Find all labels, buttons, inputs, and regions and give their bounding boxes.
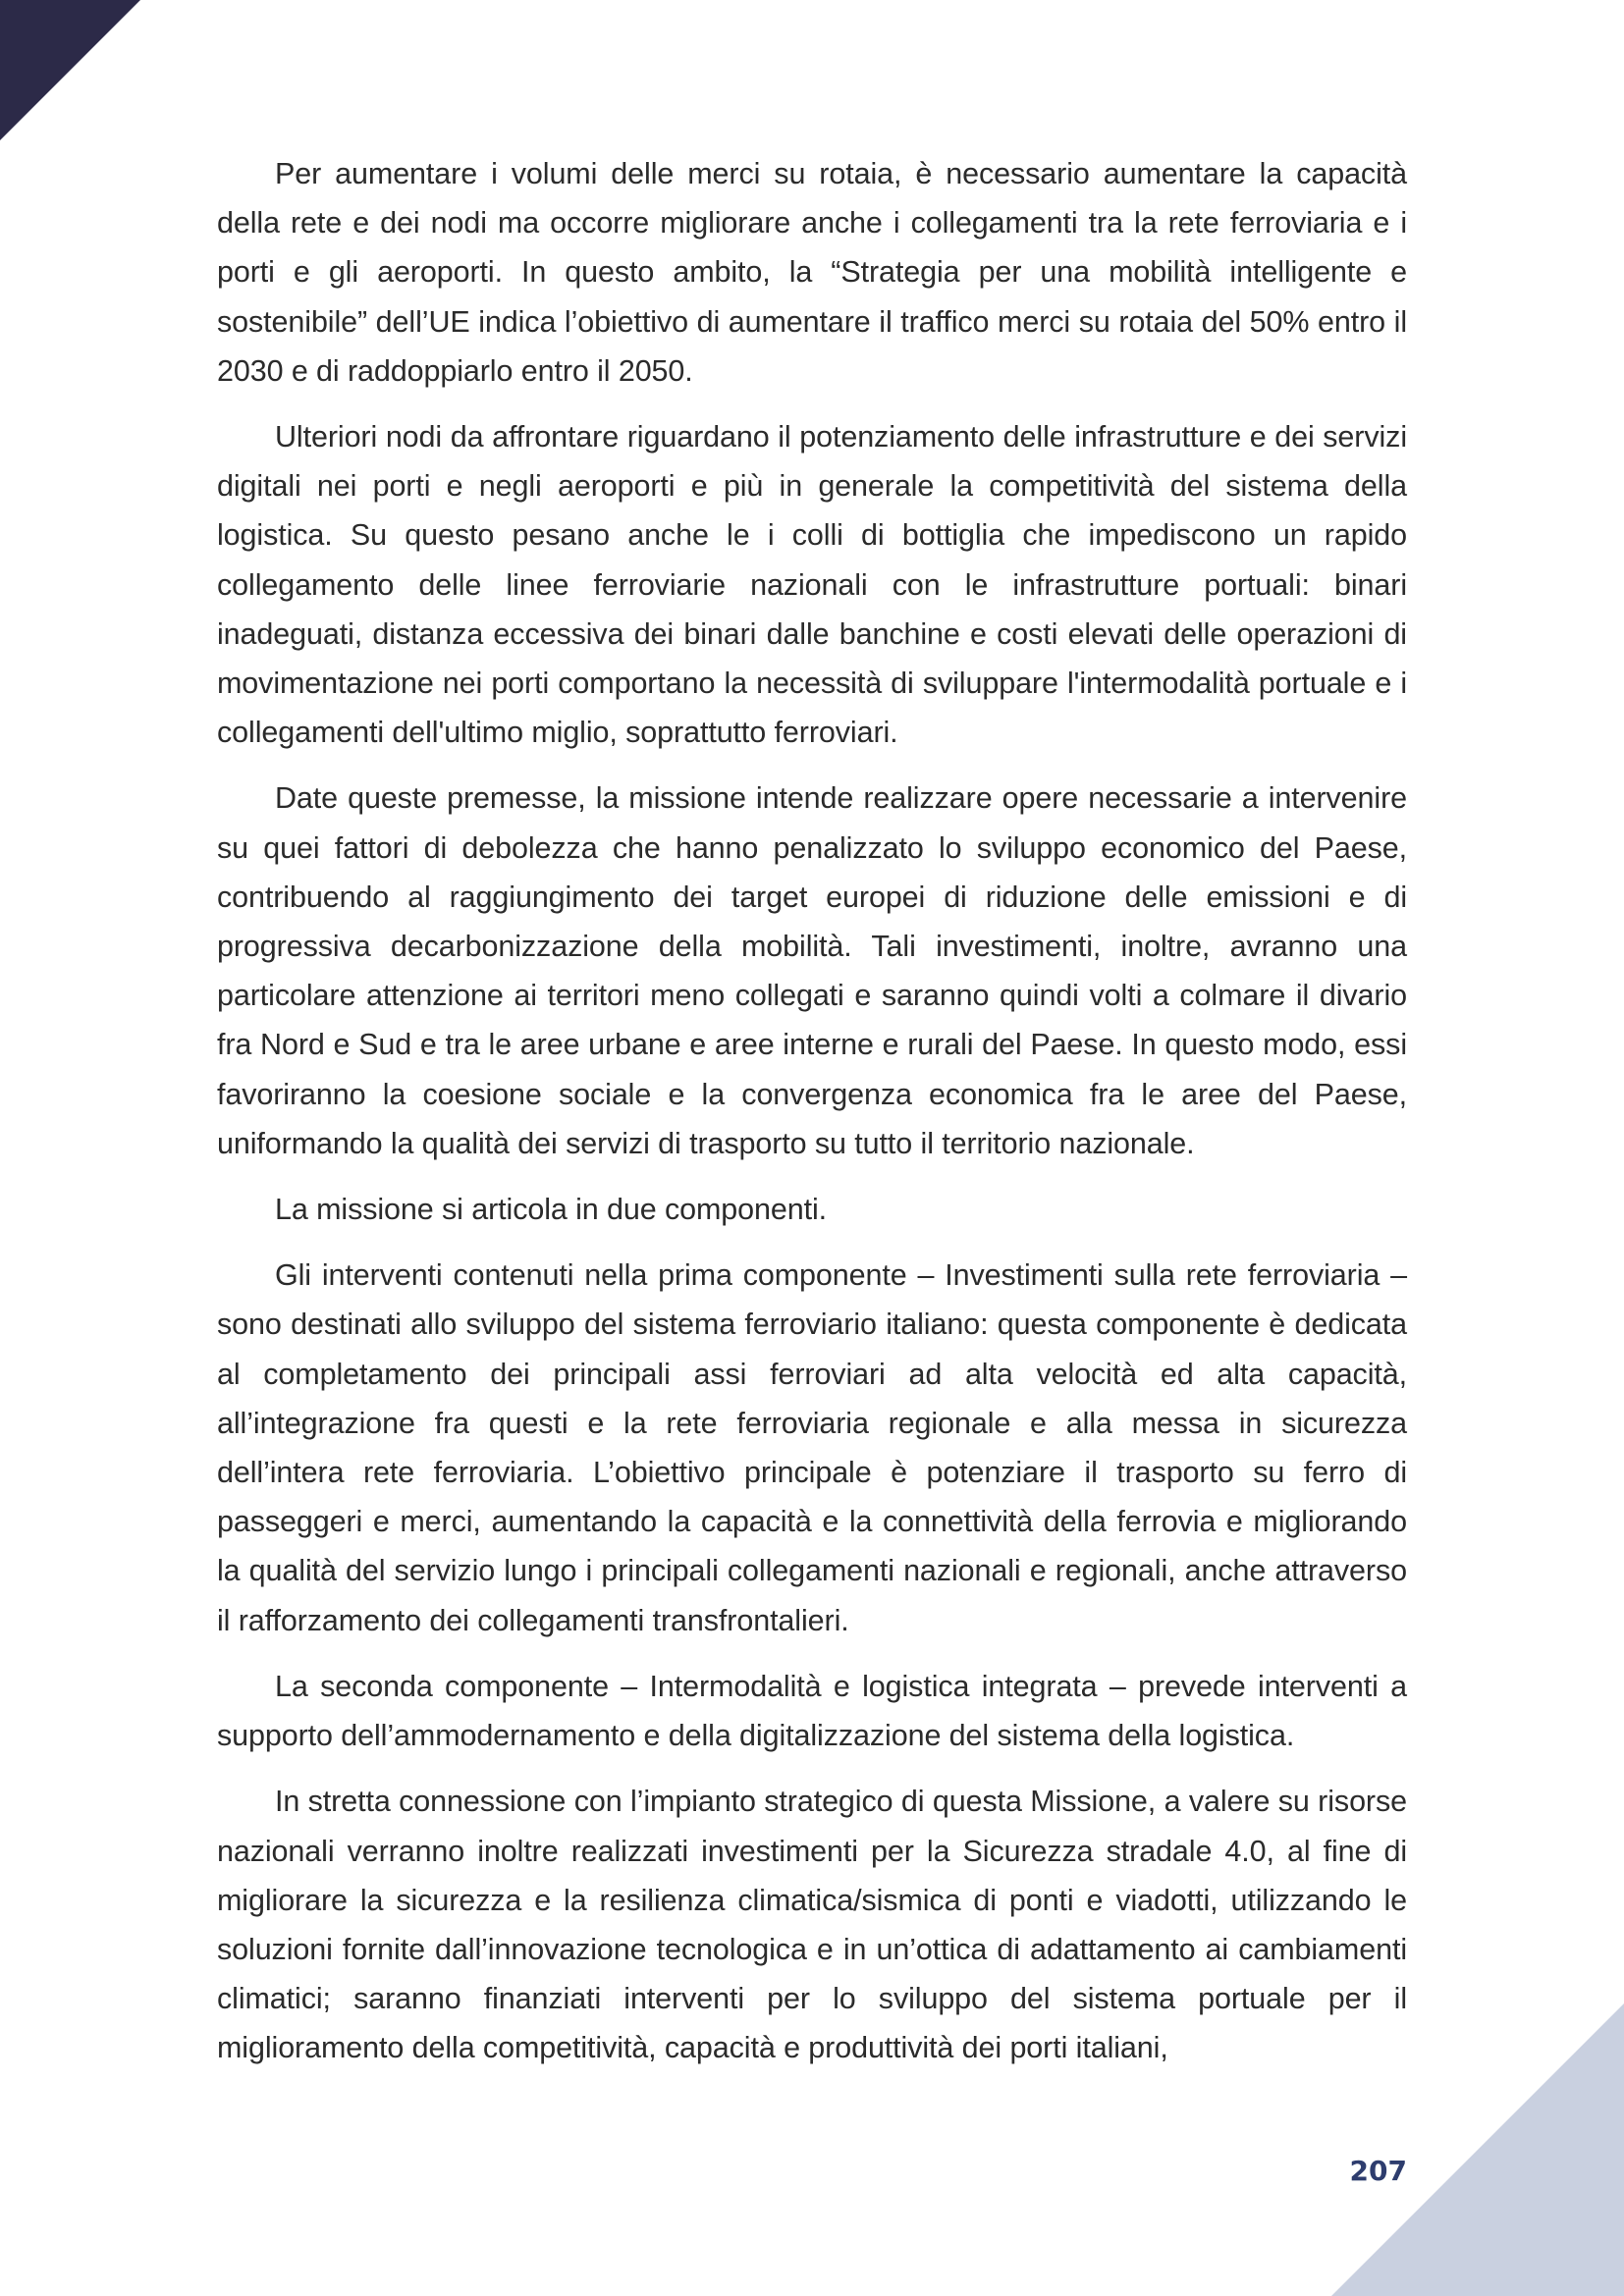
- paragraph-1: Per aumentare i volumi delle merci su rotaia, è necessario aumentare la capacità della rete e dei nodi ma occorre migliorare anche i collegamenti tra la rete ferroviaria e i porti e gli aeroporti. In questo ambito, la “Strategia per una mobilità intelligente e sostenibile” dell’UE indica l’obiettivo di aumentare il traffico merci su rotaia del 50% entro il 2030 e di raddoppiarlo entro il 2050.: [217, 157, 1407, 388]
- page-body: [217, 149, 1407, 2090]
- paragraph-4: La missione si articola in due componenti.: [275, 1193, 828, 1227]
- corner-decoration-top-left: [0, 0, 140, 140]
- paragraph-7: In stretta connessione con l’impianto strategico di questa Missione, a valere su risorse nazionali verranno inoltre realizzati investimenti per la Sicurezza stradale 4.0, al fine di migliorare la sicurezza e la resilienza climatica/sismica di ponti e viadotti, utilizzando le soluzioni fornite dall’innovazione tecnologica e in un’ottica di adattamento ai cambiamenti climatici; saranno finanziati interventi per lo sviluppo del sistema portuale per il miglioramento della competitività, capacità e produttività dei porti italiani,: [217, 1785, 1407, 2065]
- paragraph-6: La seconda componente – Intermodalità e logistica integrata – prevede interventi a supporto dell’ammodernamento e della digitalizzazione del sistema della logistica.: [217, 1669, 1407, 1753]
- paragraph-5: Gli interventi contenuti nella prima componente – Investimenti sulla rete ferroviaria – sono destinati allo sviluppo del sistema ferroviario italiano: questa componente è dedicata al completamento dei principali assi ferroviari ad alta velocità ed alta capacità, all’integrazione fra questi e la rete ferroviaria regionale e alla messa in sicurezza dell’intera rete ferroviaria. L’obiettivo principale è potenziare il trasporto su ferro di passeggeri e merci, aumentando la capacità e la connettività della ferrovia e migliorando la qualità del servizio lungo i principali collegamenti nazionali e regionali, anche attraverso il rafforzamento dei collegamenti transfrontalieri.: [217, 1258, 1407, 1637]
- page-number: 207: [1349, 2155, 1407, 2187]
- paragraph-3: Date queste premesse, la missione intende realizzare opere necessarie a intervenire su quei fattori di debolezza che hanno penalizzato lo sviluppo economico del Paese, contribuendo al raggiungimento dei target europei di riduzione delle emissioni e di progressiva decarbonizzazione della mobilità. Tali investimenti, inoltre, avranno una particolare attenzione ai territori meno collegati e saranno quindi volti a colmare il divario fra Nord e Sud e tra le aree urbane e aree interne e rurali del Paese. In questo modo, essi favoriranno la coesione sociale e la convergenza economica fra le aree del Paese, uniformando la qualità dei servizi di trasporto su tutto il territorio nazionale.: [217, 781, 1407, 1160]
- paragraph-2: Ulteriori nodi da affrontare riguardano il potenziamento delle infrastrutture e dei servizi digitali nei porti e negli aeroporti e più in generale la competitività del sistema della logistica. Su questo pesano anche le i colli di bottiglia che impediscono un rapido collegamento delle linee ferroviarie nazionali con le infrastrutture portuali: binari inadeguati, distanza eccessiva dei binari dalle banchine e costi elevati delle operazioni di movimentazione nei porti comportano la necessità di sviluppare l'intermodalità portuale e i collegamenti dell'ultimo miglio, soprattutto ferroviari.: [217, 420, 1407, 750]
